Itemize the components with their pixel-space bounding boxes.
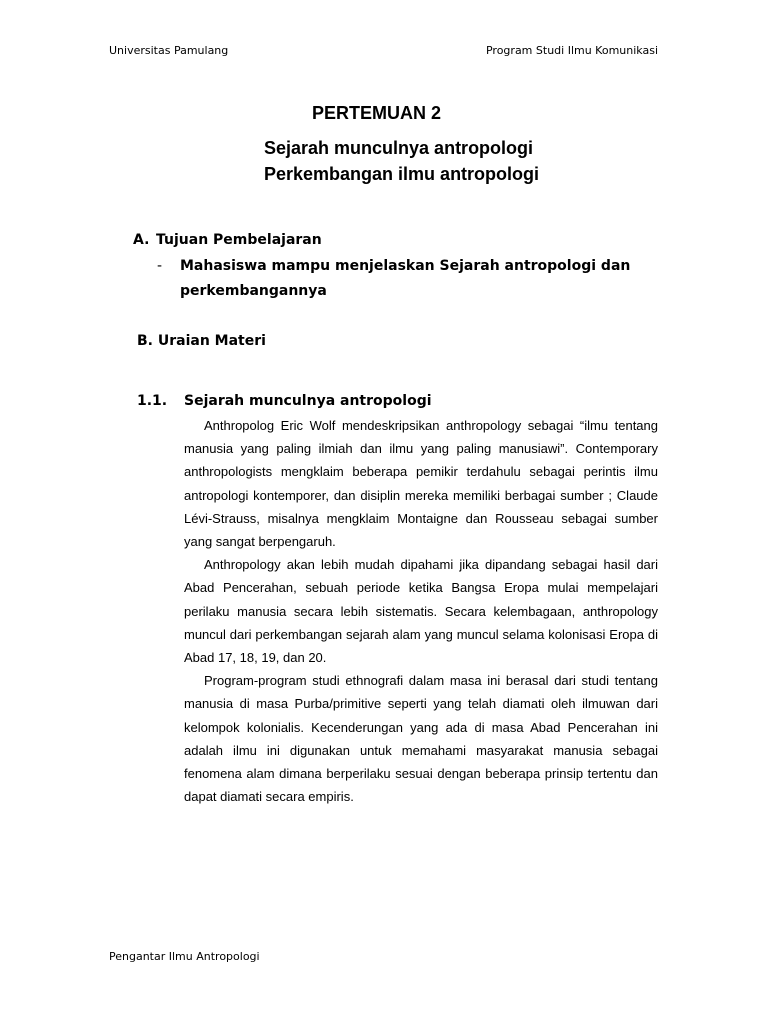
page-title: PERTEMUAN 2	[312, 103, 442, 123]
paragraph-1: Anthropolog Eric Wolf mendeskripsikan anthropology sebagai “ilmu tentang manusia yang paling ilmiah dan ilmu yang paling manusiawi”. Contemporary anthropologists mengklaim beberapa pemikir terdahulu sebagai perintis ilmu antropologi kontemporer, dan disiplin mereka memiliki berbagai sumber ; Claude Lévi-Strauss, misalnya mengklaim Montaigne dan Rousseau sebagai sumber yang sangat berpengaruh.	[184, 418, 658, 550]
objective-bullet: -	[157, 258, 163, 274]
section-b-heading: B. Uraian Materi	[137, 333, 266, 349]
paragraph-3: Program-program studi ethnografi dalam masa ini berasal dari studi tentang manusia di masa Purba/primitive seperti yang telah diamati oleh ilmuwan dari kelompok kolonialis. Kecenderungan yang ada di masa Abad Pencerahan ini adalah ilmu ini digunakan untuk memahami masyarakat manusia sebagai fenomena alam dimana berperilaku sesuai dengan beberapa prinsip tertentu dan dapat diamati secara empiris.	[184, 673, 658, 805]
body-text	[184, 414, 658, 808]
objective-line-1: Mahasiswa mampu menjelaskan Sejarah antropologi dan	[180, 258, 631, 274]
section-a-letter: A.	[133, 232, 150, 248]
subsection-number: 1.1.	[137, 393, 168, 409]
paragraph-2: Anthropology akan lebih mudah dipahami jika dipandang sebagai hasil dari Abad Pencerahan, sebuah periode ketika Bangsa Eropa mulai mempelajari perilaku manusia secara lebih sistematis. Secara kelembagaan, anthropology muncul dari perkembangan sejarah alam yang muncul selama kolonisasi Eropa di Abad 17, 18, 19, dan 20.	[184, 557, 658, 666]
page-subtitle-1: Sejarah munculnya antropologi	[264, 138, 534, 158]
objective-line-2: perkembangannya	[180, 283, 327, 299]
footer-course: Pengantar Ilmu Antropologi	[109, 950, 260, 963]
header-university: Universitas Pamulang	[109, 44, 229, 57]
subsection-heading: Sejarah munculnya antropologi	[184, 393, 432, 409]
section-a-heading: Tujuan Pembelajaran	[156, 232, 322, 248]
header-program: Program Studi Ilmu Komunikasi	[485, 44, 658, 57]
page-subtitle-2: Perkembangan ilmu antropologi	[264, 164, 540, 184]
